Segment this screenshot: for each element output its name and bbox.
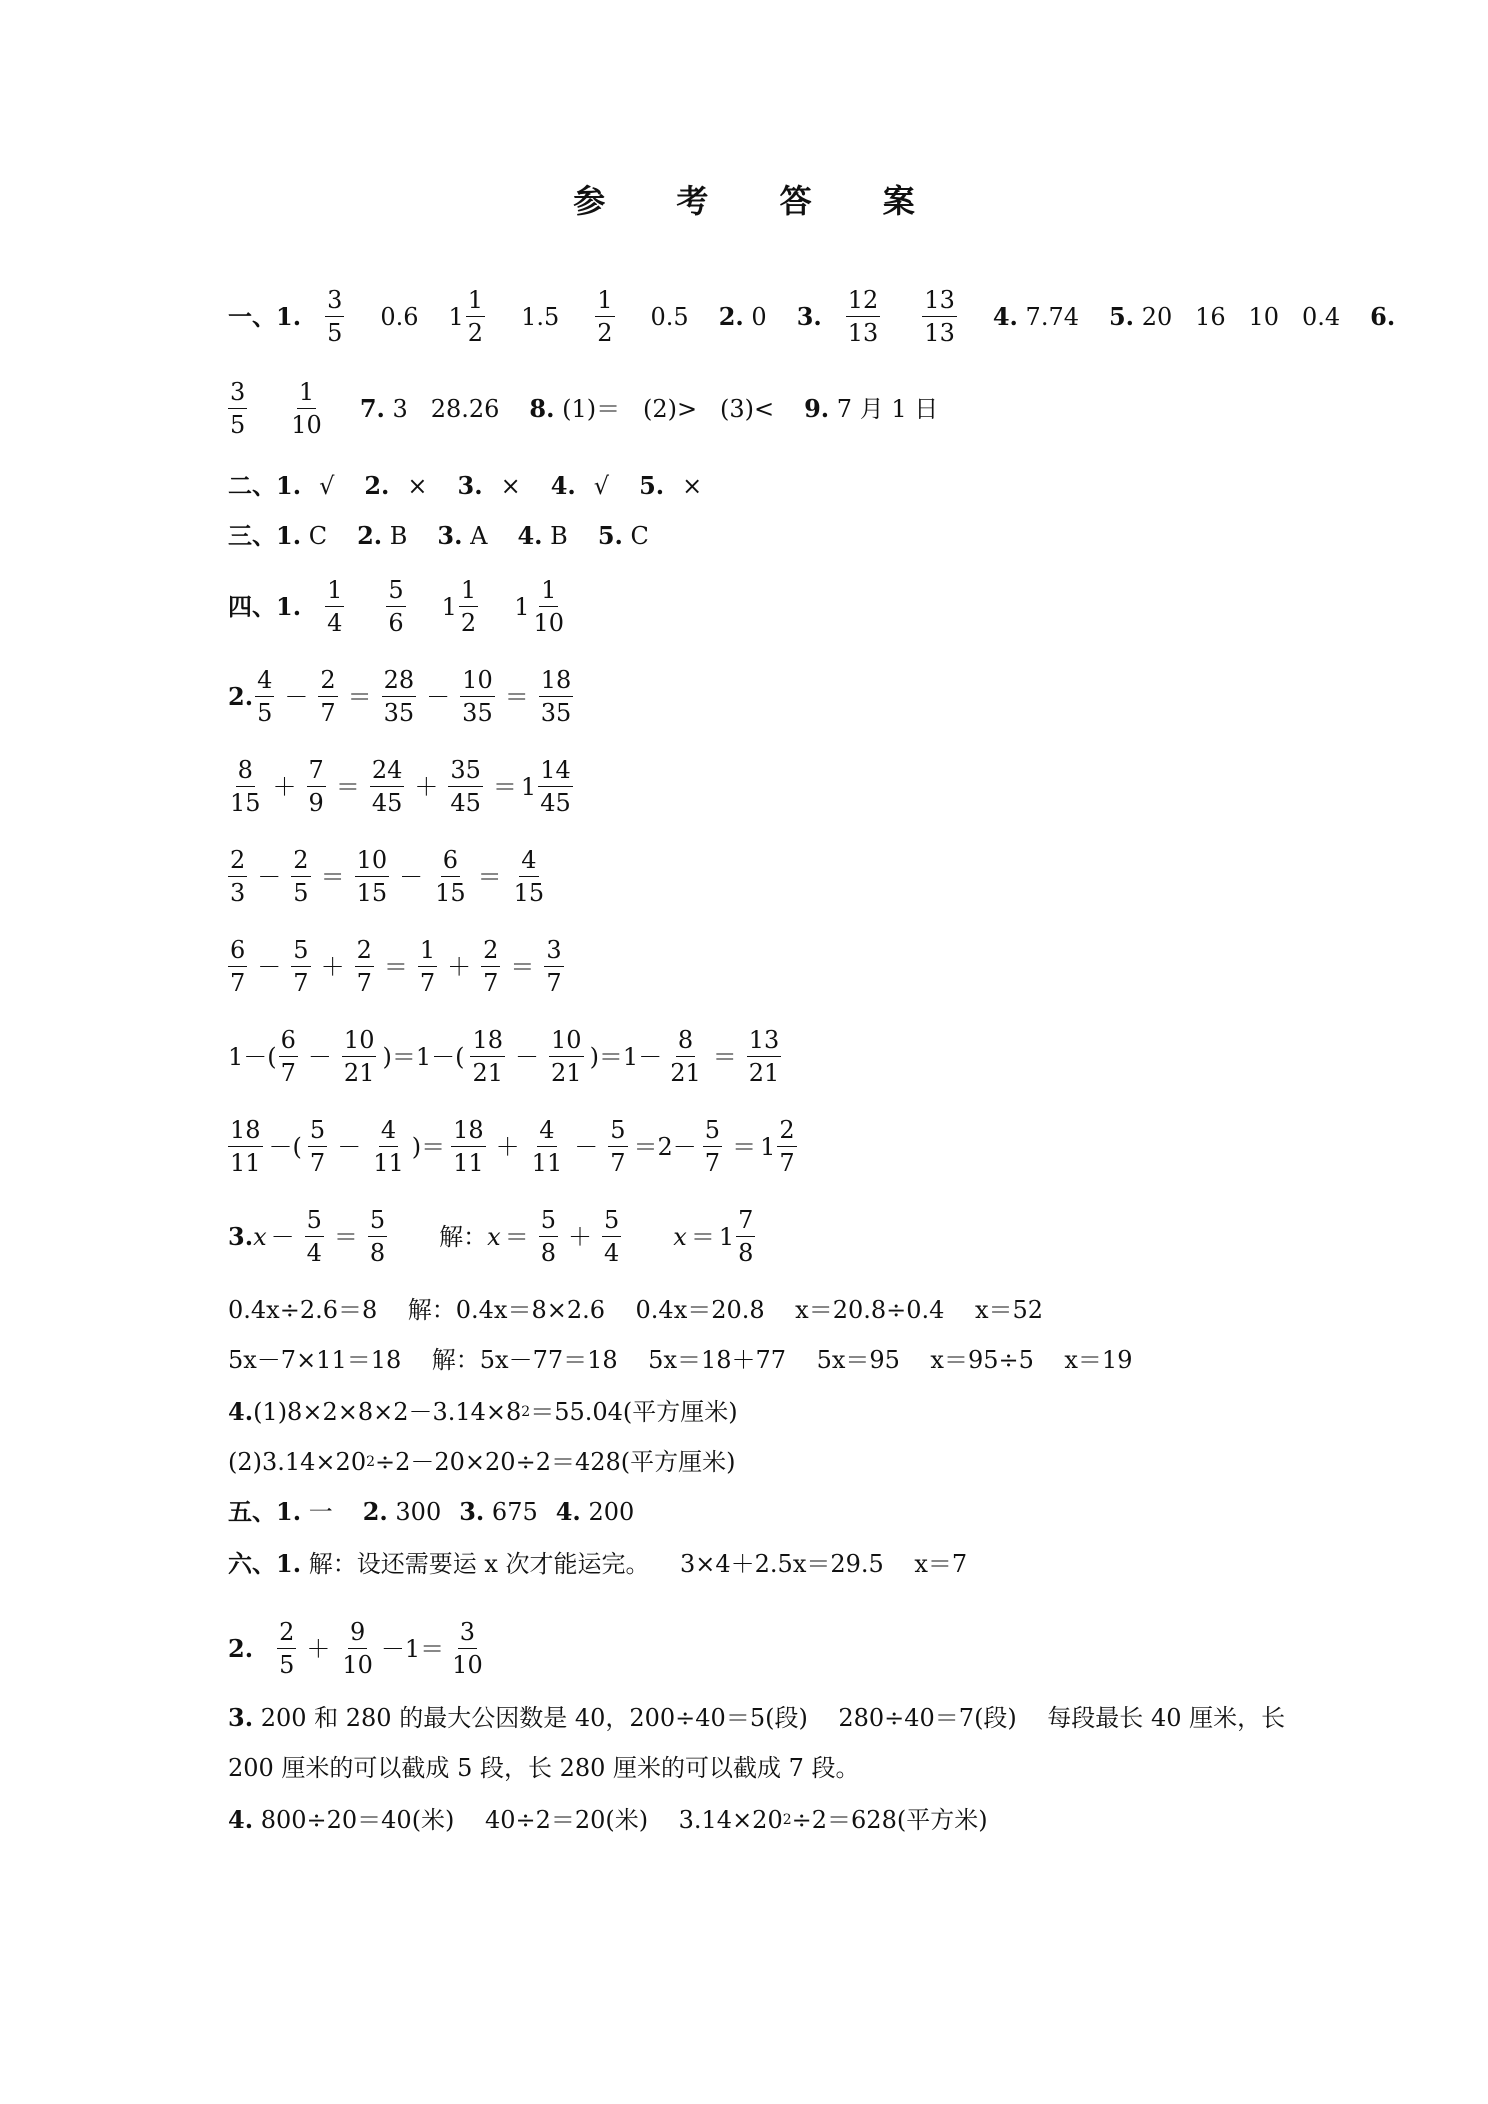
section-6-q3-line-1: 3. 200 和 280 的最大公因数是 40，200÷40＝5(段) 280÷40＝7(段) 每段最长 40 厘米，长 bbox=[228, 1703, 1286, 1732]
section-1-line-2 bbox=[228, 380, 938, 437]
equation: $\frac{6}{7}$ － $\frac{5}{7}$ ＋ $\frac{2}{7}$ ＝ $\frac{1}{7}$ ＋ $\frac{2}{7}$ ＝ $\frac{3}{7}$ bbox=[230, 936, 562, 997]
section-label: 三、 bbox=[228, 521, 276, 550]
mixed-number: 1 $\frac{1}{2}$ bbox=[448, 286, 484, 347]
answer-value: 7.74 bbox=[1025, 302, 1079, 331]
equation: $\frac{8}{15}$ ＋ $\frac{7}{9}$ ＝ $\frac{24}{45}$ ＋ $\frac{35}{45}$ ＝ 1 $\frac{14}{45}$ bbox=[230, 756, 571, 817]
section-label: 二、 bbox=[228, 471, 276, 500]
fraction: $\frac{1}{10}$ bbox=[291, 378, 322, 439]
section-4-q1: 四、 1. $\frac{1}{4}$ $\frac{5}{6}$ 1 $\frac{1}{2}$ 1 $\frac{1}{10}$ bbox=[228, 576, 565, 637]
item-number: 1. bbox=[276, 301, 302, 331]
answer-value: 1.5 bbox=[521, 302, 560, 331]
answer-value: 3 28.26 bbox=[392, 394, 500, 423]
fraction: $\frac{12}{13}$ bbox=[847, 286, 879, 347]
item-number: 8. bbox=[529, 393, 555, 423]
section-6-q1: 六、 1. 解：设还需要运 x 次才能运完。 3×4＋2.5x＝29.5 x＝7 bbox=[228, 1549, 968, 1578]
section-1-line-1 bbox=[228, 288, 1395, 345]
answer-value: 20 16 10 0.4 bbox=[1141, 302, 1341, 331]
section-3: 三、 1. C 2. B 3. A 4. B 5. C bbox=[228, 521, 649, 550]
answer-value: 0 bbox=[751, 302, 767, 331]
fraction: $\frac{3}{5}$ bbox=[327, 286, 343, 347]
item-number: 7. bbox=[359, 393, 385, 423]
answer-value: (1)＝ (2)> (3)< bbox=[562, 394, 775, 423]
equation: $\frac{2}{3}$ － $\frac{2}{5}$ ＝ $\frac{10}{15}$ － $\frac{6}{15}$ ＝ $\frac{4}{15}$ bbox=[230, 846, 545, 907]
item-number: 4. bbox=[992, 301, 1018, 331]
answer-value: 0.5 bbox=[650, 302, 689, 331]
equation: $\frac{18}{11}$ －( $\frac{5}{7}$ － $\frac{4}{11}$ )＝ $\frac{18}{11}$ ＋ $\frac{4}{11}$ － $\frac{5}{7}$ ＝2－ $\frac{5}{7}$ ＝ 1 $\frac{2}{7}$ bbox=[230, 1116, 795, 1177]
fraction: $\frac{1}{2}$ bbox=[597, 286, 613, 347]
equation: 3. x － $\frac{5}{4}$ ＝ $\frac{5}{8}$ 解： x ＝ $\frac{5}{8}$ ＋ $\frac{5}{4}$ x ＝ 1 $\frac{7}{8}$ bbox=[228, 1206, 754, 1267]
section-label: 四、 bbox=[228, 591, 276, 621]
item-number: 9. bbox=[804, 393, 830, 423]
equation-line: 0.4x÷2.6＝8 解：0.4x＝8×2.6 0.4x＝20.8 x＝20.8÷0.4 x＝52 bbox=[228, 1296, 1044, 1324]
equation-line: 5x－7×11＝18 解：5x－77＝18 5x＝18＋77 5x＝95 x＝95÷5 x＝19 bbox=[228, 1346, 1133, 1374]
item-number: 2. bbox=[718, 301, 744, 331]
fraction: $\frac{13}{13}$ bbox=[924, 286, 955, 347]
page-title: 参 考 答 案 bbox=[573, 182, 945, 220]
section-label: 五、 bbox=[228, 1497, 276, 1526]
section-6-q4: 4. 800÷20＝40(米) 40÷2＝20(米) 3.14×20 2 ÷2＝628(平方米) bbox=[228, 1805, 988, 1834]
section-label: 一、 bbox=[228, 301, 276, 331]
section-6-q3-line-2: 200 厘米的可以截成 5 段，长 280 厘米的可以截成 7 段。 bbox=[228, 1754, 860, 1782]
fraction: $\frac{3}{5}$ bbox=[230, 378, 246, 439]
item-number: 3. bbox=[796, 301, 822, 331]
equation: 1－( $\frac{6}{7}$ － $\frac{10}{21}$ )＝1－( $\frac{18}{21}$ － $\frac{10}{21}$ )＝1－ $\frac{8}{21}$ ＝ $\frac{13}{21}$ bbox=[228, 1026, 780, 1087]
section-6-q2: 2. $\frac{2}{5}$ ＋ $\frac{9}{10}$ －1＝ $\frac{3}{10}$ bbox=[228, 1618, 483, 1679]
geometry-line-1: 4. (1)8×2×8×2－3.14×8 2 ＝55.04(平方厘米) bbox=[228, 1397, 738, 1426]
item-number: 6. bbox=[1370, 301, 1396, 331]
section-5: 五、 1. 一 2. 300 3. 675 4. 200 bbox=[228, 1497, 635, 1526]
answer-value: 7 月 1 日 bbox=[836, 394, 939, 423]
section-2: 二、 1. √ 2. × 3. × 4. √ 5. × bbox=[228, 471, 703, 500]
equation: 2. $\frac{4}{5}$ － $\frac{2}{7}$ ＝ $\frac{28}{35}$ － $\frac{10}{35}$ ＝ $\frac{18}{35}$ bbox=[228, 666, 572, 727]
item-number: 5. bbox=[1108, 301, 1135, 331]
answer-value: 0.6 bbox=[380, 302, 419, 331]
section-label: 六、 bbox=[228, 1549, 276, 1578]
geometry-line-2: (2)3.14×20 2 ÷2－20×20÷2＝428(平方厘米) bbox=[228, 1448, 736, 1476]
